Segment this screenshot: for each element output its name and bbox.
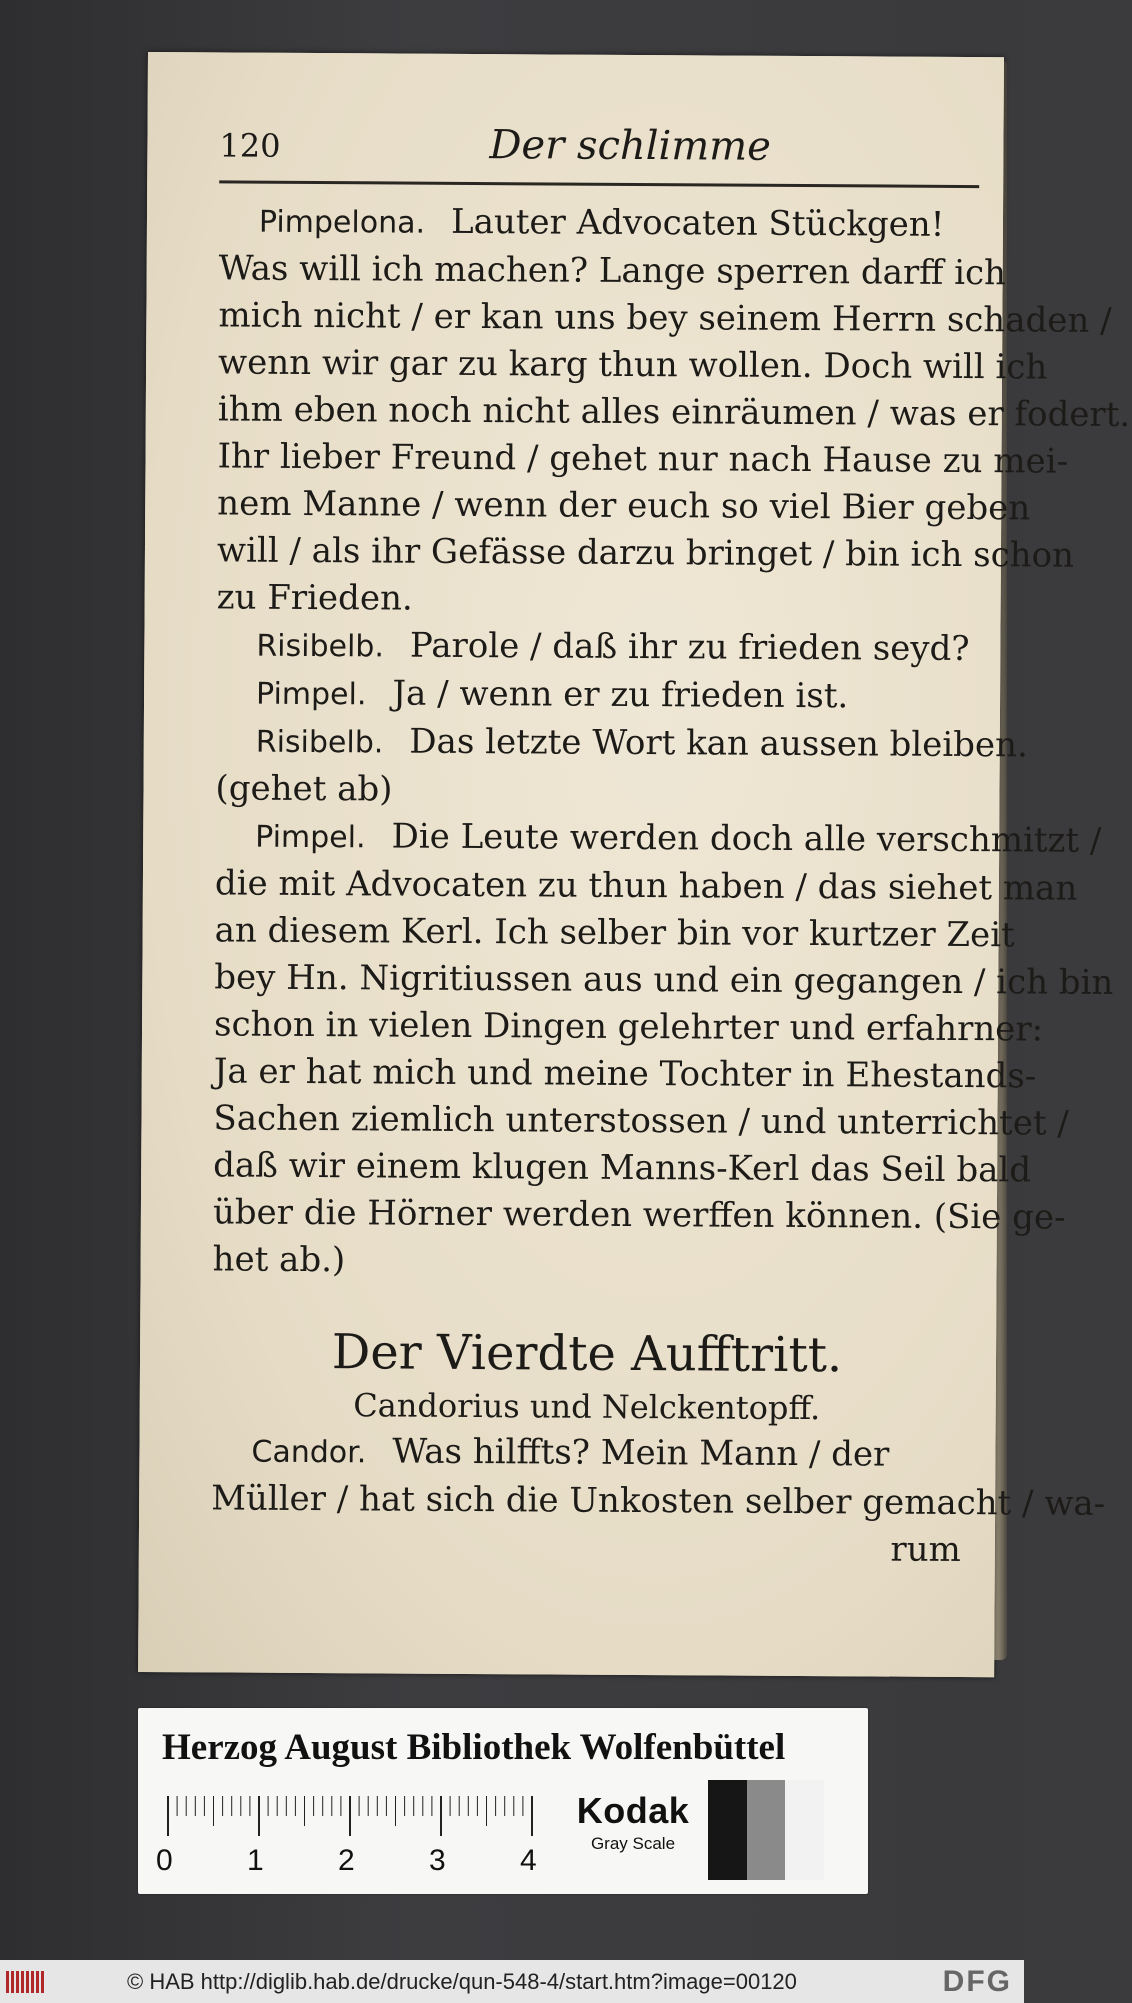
line-text: Sachen ziemlich unterstossen / und unterrichtet / [213, 1098, 1069, 1144]
text-line [216, 621, 970, 674]
speaker-name: Risibelb. [255, 724, 384, 761]
speaker-name: Risibelb. [256, 628, 385, 665]
line-text: die mit Advocaten zu thun haben / das siehet man [214, 863, 1078, 909]
ruler-number: 4 [520, 1844, 537, 1877]
text-line [214, 860, 1078, 912]
line-text: will / als ihr Gefässe darzu bringet / bin ich schon [216, 530, 1075, 576]
color-target-card [138, 1708, 868, 1894]
scene-dialogue-text [211, 1427, 1106, 1527]
line-text: Ja / wenn er zu frieden ist. [392, 673, 849, 717]
text-line [213, 1001, 1044, 1053]
text-line [217, 574, 967, 626]
text-line [212, 1189, 1066, 1241]
page-content [211, 120, 1131, 1574]
line-text: Lauter Advocaten Stückgen! [450, 201, 945, 245]
gray-scale-patches [708, 1780, 824, 1880]
text-line [219, 197, 969, 250]
line-text: het ab.) [212, 1239, 346, 1281]
footer-bar [0, 1960, 1024, 2003]
page-header [219, 120, 969, 181]
scene-title: Der Vierdte Aufftritt. [331, 1324, 843, 1384]
speaker-name: Candor. [251, 1434, 367, 1471]
ruler-number: 3 [429, 1844, 446, 1877]
gray-patch [785, 1780, 824, 1880]
speaker-name: Pimpel. [255, 819, 366, 856]
text-line [215, 765, 965, 817]
text-line [214, 907, 1015, 959]
text-line [218, 245, 1007, 297]
line-text: Die Leute werden doch alle verschmitzt / [391, 816, 1102, 861]
line-text: Ja er hat mich und meine Tochter in Ehestands- [213, 1051, 1037, 1097]
line-text: schon in vielen Dingen gelehrter und erfahrner: [213, 1004, 1044, 1050]
line-text: Parole / daß ihr zu frieden seyd? [409, 625, 970, 670]
text-line [218, 292, 1112, 344]
line-text: Müller / hat sich die Unkosten selber gemacht / wa- [211, 1478, 1106, 1524]
text-line [216, 717, 1028, 770]
scale-ruler [164, 1794, 544, 1838]
line-text: Ihr lieber Freund / gehet nur nach Hause zu mei- [217, 436, 1069, 482]
text-line [215, 812, 1102, 865]
ruler-numbers [156, 1844, 576, 1880]
text-line [212, 1236, 962, 1288]
dialogue-text [212, 197, 1131, 1288]
catchword: rum [890, 1529, 961, 1570]
text-line [217, 433, 1069, 485]
gray-patch [708, 1780, 747, 1880]
text-line [217, 480, 1031, 532]
text-line [213, 1095, 1069, 1147]
text-line [217, 386, 1131, 438]
text-line [216, 527, 1075, 579]
book-page [138, 52, 1131, 1677]
speaker-name: Pimpelona. [258, 204, 426, 241]
line-text: Was will ich machen? Lange sperren darff ich [218, 248, 1007, 294]
text-line [211, 1427, 961, 1480]
header-rule [219, 180, 979, 194]
line-text: zu Frieden. [216, 577, 413, 619]
ruler-number: 0 [156, 1844, 173, 1877]
footer-link[interactable]: © HAB http://diglib.hab.de/drucke/qun-548-4/start.htm?image=00120 [127, 1968, 797, 1994]
page-number: 120 [219, 126, 281, 165]
text-line [211, 1475, 1106, 1527]
text-line [213, 1048, 1037, 1100]
dfg-logo: DFG [942, 1964, 1012, 1998]
line-text: nem Manne / wenn der euch so viel Bier geben [217, 483, 1031, 529]
ruler-number: 1 [247, 1844, 264, 1877]
text-line [217, 339, 1048, 391]
ruler-number: 2 [338, 1844, 355, 1877]
library-name: Herzog August Bibliothek Wolfenbüttel [162, 1727, 786, 1768]
line-text: bey Hn. Nigritiussen aus und ein gegangen / ich bin [214, 957, 1114, 1003]
line-text: Was hilffts? Mein Mann / der [392, 1431, 890, 1475]
gray-patch [747, 1780, 786, 1880]
line-text: mich nicht / er kan uns bey seinem Herrn schaden / [218, 295, 1112, 341]
kodak-subtitle: Gray Scale [590, 1834, 676, 1853]
speaker-name: Pimpel. [255, 676, 367, 713]
text-line [213, 1142, 1032, 1194]
line-text: daß wir einem klugen Manns-Kerl das Seil bald [213, 1145, 1032, 1191]
kodak-brand: Kodak [576, 1790, 690, 1831]
text-line [214, 954, 1114, 1006]
line-text: Das letzte Wort kan aussen bleiben. [409, 721, 1028, 766]
line-text: wenn wir gar zu karg thun wollen. Doch will ich [217, 342, 1048, 388]
hab-logo-icon [6, 1967, 52, 1997]
running-head: Der schlimme [489, 122, 771, 170]
text-line [216, 669, 966, 722]
line-text: (gehet ab) [215, 768, 393, 810]
kodak-label [568, 1790, 698, 1854]
line-text: über die Hörner werden werffen können. (Sie ge- [212, 1192, 1066, 1238]
line-text: ihm eben noch nicht alles einräumen / was er fodert. [217, 389, 1131, 436]
scene-persons: Candorius und Nelckentopff. [353, 1386, 821, 1428]
line-text: an diesem Kerl. Ich selber bin vor kurtzer Zeit [214, 910, 1015, 956]
